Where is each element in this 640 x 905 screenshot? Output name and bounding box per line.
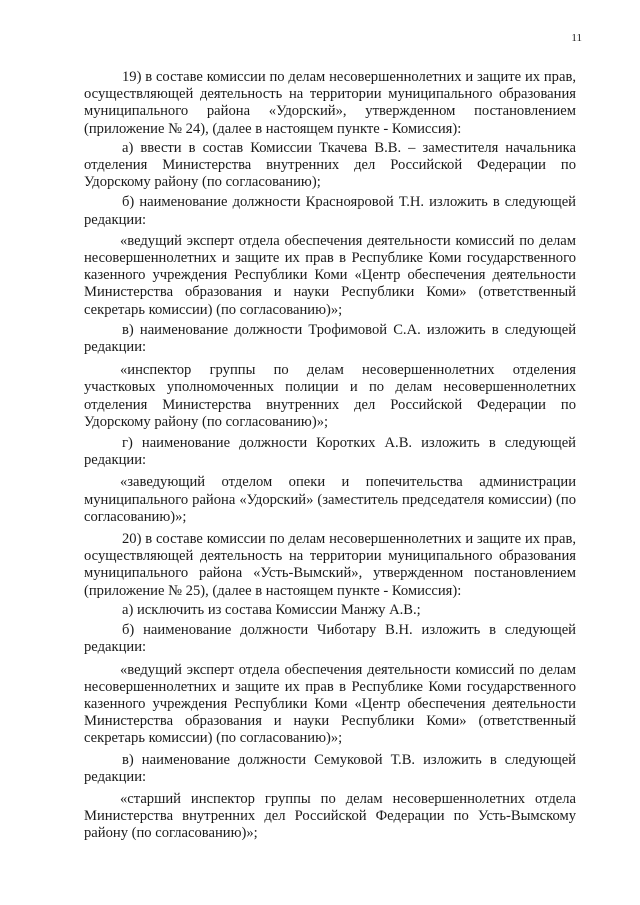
- item-19-subitem-c-quote: «инспектор группы по делам несовершеннолетних отделения участковых уполномоченных полиции и по делам несовершеннолетних отделения Министерства внутренних дел Российской Федерации по Удорскому району (по согласованию)»;: [84, 362, 576, 430]
- item-19-subitem-a: а) ввести в состав Комиссии Ткачева В.В. – заместителя начальника отделения Министерства внутренних дел Российской Федерации по Удорскому району (по согласованию);: [84, 139, 576, 191]
- item-19-subitem-c: в) наименование должности Трофимовой С.А. изложить в следующей редакции:: [84, 321, 576, 356]
- item-19-intro: 19) в составе комиссии по делам несовершеннолетних и защите их прав, осуществляющей деятельность на территории муниципального образования муниципального района «Удорский», утвержденном постановлением (приложение № 24), (далее в настоящем пункте - Комиссия):: [84, 69, 576, 137]
- item-19-subitem-d-quote: «заведующий отделом опеки и попечительства администрации муниципального района «Удорский» (заместитель председателя комиссии) (по согласованию)»;: [84, 474, 576, 525]
- item-20-subitem-c: в) наименование должности Семуковой Т.В. изложить в следующей редакции:: [84, 751, 576, 785]
- item-19-subitem-b: б) наименование должности Краснояровой Т.Н. изложить в следующей редакции:: [84, 194, 576, 228]
- item-19-subitem-d: г) наименование должности Коротких А.В. изложить в следующей редакции:: [84, 435, 576, 469]
- item-19-subitem-b-quote: «ведущий эксперт отдела обеспечения деятельности комиссий по делам несовершеннолетних и защите их прав в Республике Коми государственного казенного учреждения Республики Коми «Центр обеспечения деятельности Министерства образования и науки Республики Коми» (ответственный секретарь комиссии) (по согласованию)»;: [84, 232, 576, 318]
- item-20-subitem-c-quote: «старший инспектор группы по делам несовершеннолетних отдела Министерства внутренних дел Российской Федерации по Усть-Вымскому району (по согласованию)»;: [84, 790, 576, 842]
- item-20-subitem-b-quote: «ведущий эксперт отдела обеспечения деятельности комиссий по делам несовершеннолетних и защите их прав в Республике Коми государственного казенного учреждения Республики Коми «Центр обеспечения деятельности Министерства образования и науки Республики Коми» (ответственный секретарь комиссии) (по согласованию)»;: [84, 661, 576, 747]
- item-20-subitem-a: а) исключить из состава Комиссии Манжу А.В.;: [122, 601, 421, 618]
- item-20-intro: 20) в составе комиссии по делам несовершеннолетних и защите их прав, осуществляющей деятельность на территории муниципального образования муниципального района «Усть-Вымский», утвержденном постановлением (приложение № 25), (далее в настоящем пункте - Комиссия):: [84, 531, 576, 599]
- item-20-subitem-b: б) наименование должности Чиботару В.Н. изложить в следующей редакции:: [84, 622, 576, 656]
- page-number: 11: [571, 32, 582, 44]
- document-body: [84, 69, 576, 843]
